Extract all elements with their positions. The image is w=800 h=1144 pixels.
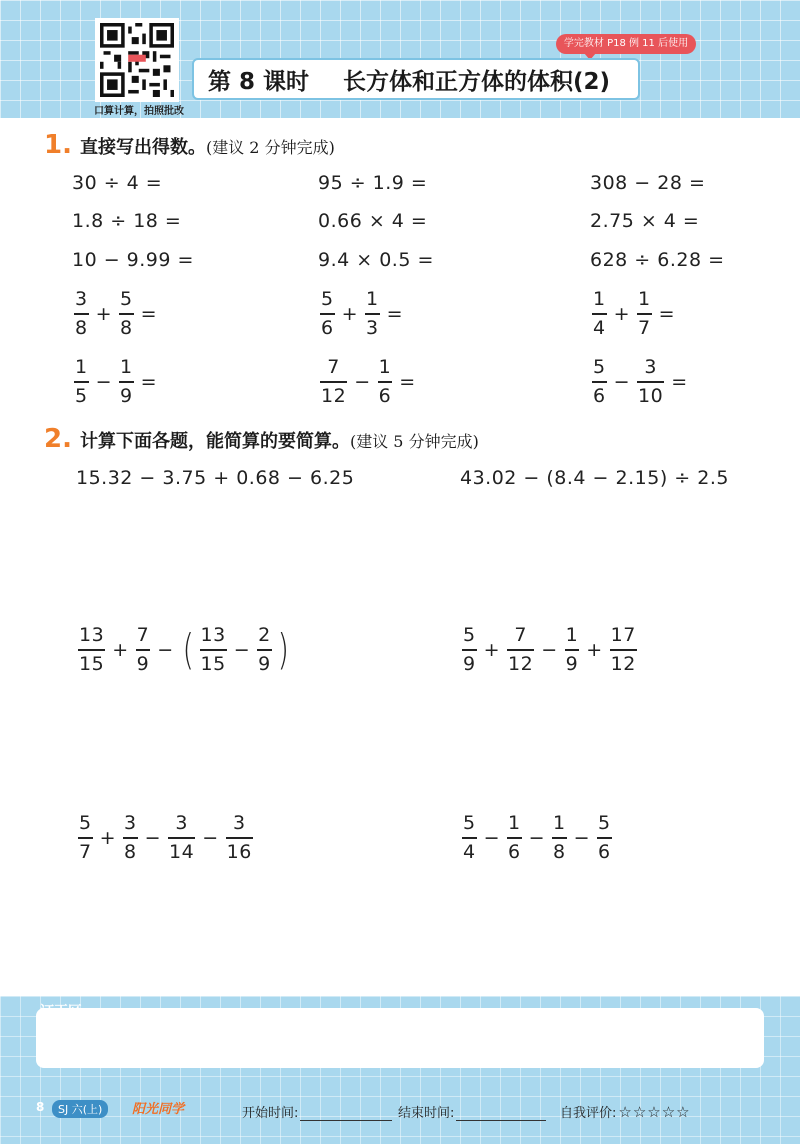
start-time-blank[interactable]: [300, 1107, 392, 1121]
calc-problem-3: $\frac{13}{15}$ + $\frac{7}{9}$ − ( $\frac{13}{15}$ − $\frac{2}{9}$ ): [79, 624, 290, 675]
page-number: 8: [36, 1100, 45, 1114]
fraction: $\frac{5}{9}$: [463, 624, 476, 675]
fraction: $\frac{3}{8}$: [124, 812, 137, 863]
lesson-number: 第 8 课时: [208, 68, 310, 95]
fraction: $\frac{1}{4}$: [593, 288, 606, 339]
end-time-blank[interactable]: [456, 1107, 546, 1121]
fraction-item: $\frac{1}{4}$ + $\frac{1}{7}$ =: [593, 288, 676, 339]
fraction: $\frac{3}{8}$: [75, 288, 88, 339]
fraction-item: $\frac{5}{6}$ − $\frac{3}{10}$ =: [593, 356, 688, 407]
end-time-label: 结束时间:: [398, 1106, 455, 1121]
brand-logo: 阳光同学: [132, 1102, 185, 1117]
correction-label: 订正区: [40, 1004, 82, 1020]
section-2-heading: [44, 424, 479, 454]
fraction-item: $\frac{7}{12}$ − $\frac{1}{6}$ =: [321, 356, 416, 407]
fraction: $\frac{17}{12}$: [610, 624, 636, 675]
mental-math-item: 1.8 ÷ 18 =: [72, 210, 182, 232]
mental-math-item: 30 ÷ 4 =: [72, 172, 163, 194]
fraction: $\frac{5}{6}$: [321, 288, 334, 339]
qr-code-icon: [100, 23, 174, 97]
correction-writing-area[interactable]: [36, 1008, 764, 1068]
book-code-badge: SJ 六(上): [52, 1100, 108, 1118]
section-1-title: 直接写出得数。: [79, 137, 206, 158]
fraction: $\frac{1}{8}$: [553, 812, 566, 863]
fraction: $\frac{1}{7}$: [638, 288, 651, 339]
fraction: $\frac{5}{8}$: [120, 288, 133, 339]
mental-math-item: 2.75 × 4 =: [590, 210, 700, 232]
fraction-item: $\frac{1}{5}$ − $\frac{1}{9}$ =: [75, 356, 158, 407]
fraction: $\frac{5}{4}$: [463, 812, 476, 863]
section-2-title: 计算下面各题，能简算的要简算。: [79, 431, 350, 452]
qr-code-image[interactable]: [95, 18, 179, 102]
fraction: $\frac{13}{15}$: [79, 624, 105, 675]
fraction: $\frac{3}{16}$: [226, 812, 252, 863]
calc-problem-2: 43.02 − (8.4 − 2.15) ÷ 2.5: [460, 467, 729, 489]
fraction: $\frac{1}{5}$: [75, 356, 88, 407]
mental-math-item: 95 ÷ 1.9 =: [318, 172, 428, 194]
section-2-hint: (建议 5 分钟完成): [349, 432, 479, 451]
textbook-reference-badge: 学完教材 P18 例 11 后使用: [556, 34, 696, 54]
fraction: $\frac{1}{3}$: [366, 288, 379, 339]
mental-math-item: 308 − 28 =: [590, 172, 706, 194]
section-1-heading: [44, 130, 335, 160]
lesson-topic: 长方体和正方体的体积(2): [343, 68, 611, 95]
right-paren: ): [277, 624, 290, 674]
start-time-field[interactable]: [242, 1102, 392, 1121]
fraction: $\frac{3}{10}$: [638, 356, 664, 407]
calc-problem-4: $\frac{5}{9}$ + $\frac{7}{12}$ − $\frac{1}{9}$ + $\frac{17}{12}$: [463, 624, 636, 675]
calc-problem-5: $\frac{5}{7}$ + $\frac{3}{8}$ − $\frac{3}{14}$ − $\frac{3}{16}$: [79, 812, 252, 863]
fraction: $\frac{1}{6}$: [508, 812, 521, 863]
mental-math-item: 10 − 9.99 =: [72, 249, 194, 271]
qr-caption: 口算计算，拍照批改: [94, 106, 184, 117]
fraction: $\frac{1}{9}$: [565, 624, 579, 675]
fraction: $\frac{5}{6}$: [593, 356, 606, 407]
mental-math-item: 0.66 × 4 =: [318, 210, 428, 232]
fraction: $\frac{7}{9}$: [136, 624, 150, 675]
fraction: $\frac{3}{14}$: [169, 812, 195, 863]
fraction: $\frac{1}{9}$: [120, 356, 133, 407]
lesson-title-box: [192, 58, 640, 100]
mental-math-item: 628 ÷ 6.28 =: [590, 249, 725, 271]
fraction: $\frac{1}{6}$: [378, 356, 392, 407]
fraction: $\frac{5}{7}$: [79, 812, 92, 863]
star-rating-icon[interactable]: ☆☆☆☆☆: [618, 1103, 691, 1121]
section-2-number: 2.: [44, 424, 72, 454]
end-time-field[interactable]: [398, 1102, 546, 1121]
self-evaluation-label: 自我评价:: [560, 1106, 617, 1121]
fraction: $\frac{7}{12}$: [508, 624, 534, 675]
fraction: $\frac{5}{6}$: [598, 812, 611, 863]
self-evaluation-field[interactable]: [560, 1102, 691, 1121]
fraction: $\frac{13}{15}$: [200, 624, 226, 675]
mental-math-item: 9.4 × 0.5 =: [318, 249, 434, 271]
calc-problem-1: 15.32 − 3.75 + 0.68 − 6.25: [76, 467, 355, 489]
start-time-label: 开始时间:: [242, 1106, 299, 1121]
fraction: $\frac{2}{9}$: [258, 624, 271, 675]
section-1-number: 1.: [44, 130, 72, 160]
fraction: $\frac{7}{12}$: [321, 356, 347, 407]
calc-problem-6: $\frac{5}{4}$ − $\frac{1}{6}$ − $\frac{1}{8}$ − $\frac{5}{6}$: [463, 812, 611, 863]
fraction-item: $\frac{5}{6}$ + $\frac{1}{3}$ =: [321, 288, 404, 339]
section-1-hint: (建议 2 分钟完成): [205, 138, 335, 157]
left-paren: (: [182, 624, 194, 674]
fraction-item: $\frac{3}{8}$ + $\frac{5}{8}$ =: [75, 288, 158, 339]
